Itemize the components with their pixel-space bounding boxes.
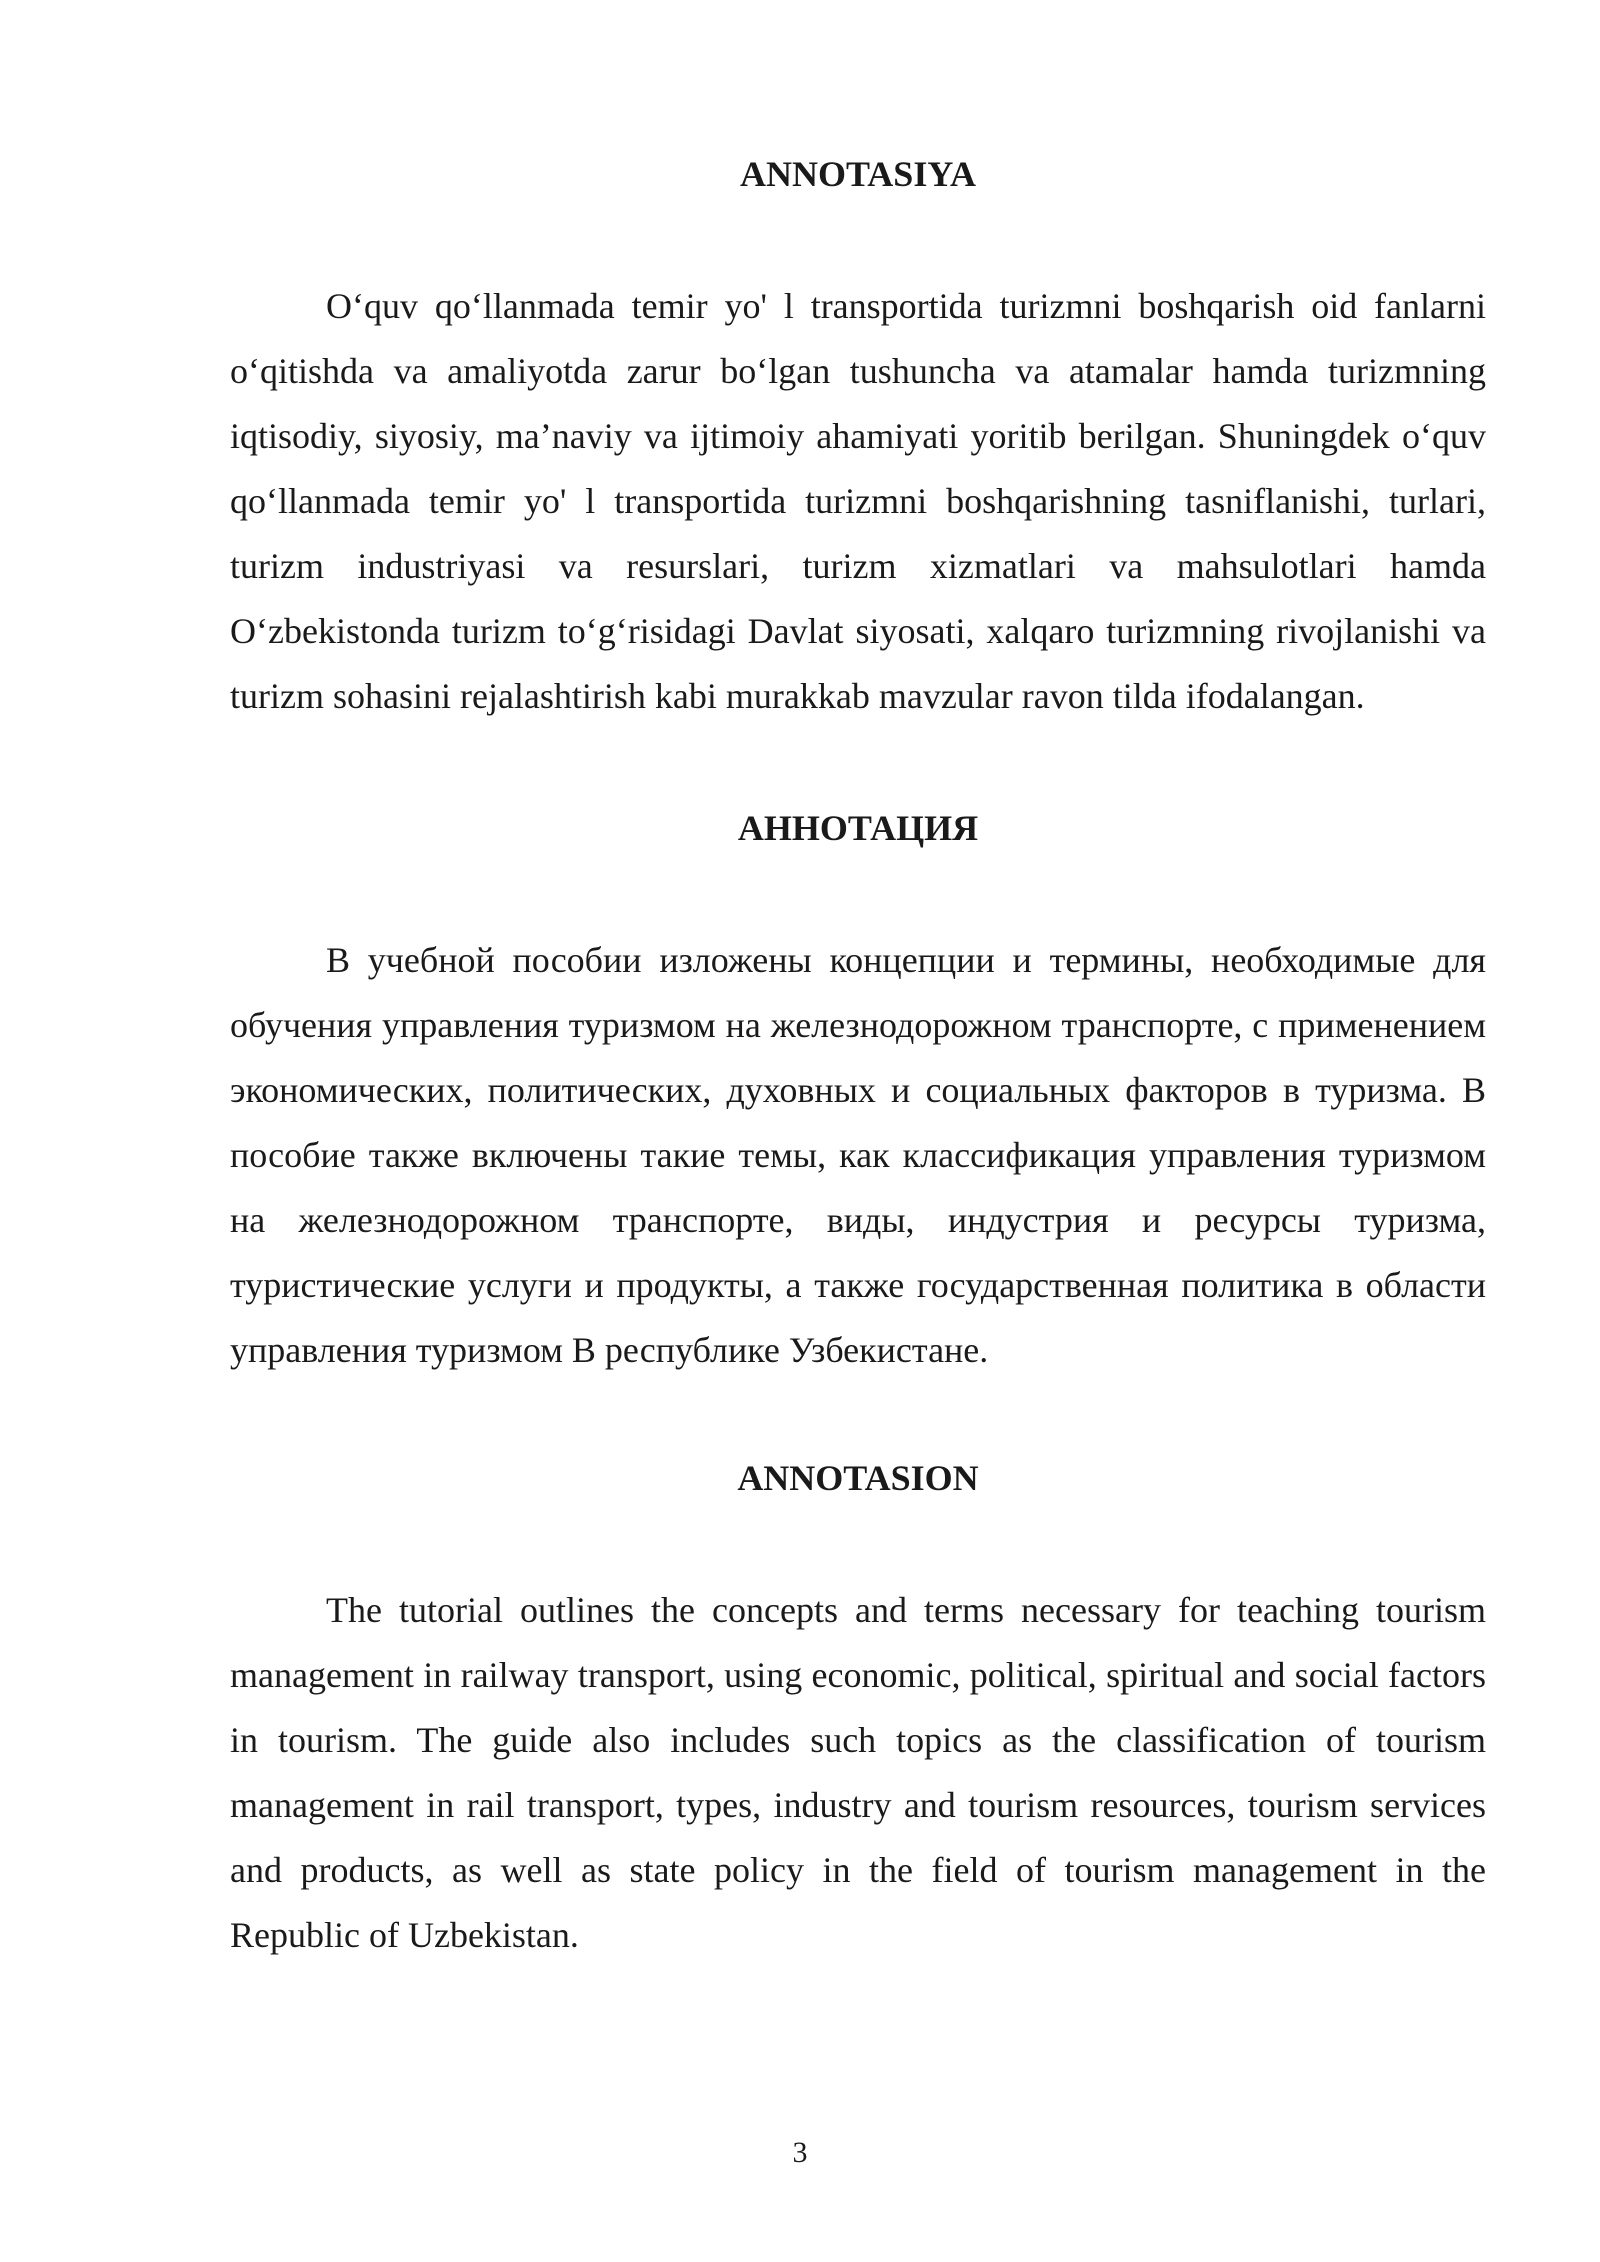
heading-english: ANNOTASION bbox=[737, 1458, 979, 1498]
page-number: 3 bbox=[792, 2136, 808, 2169]
paragraph-uzbek: O‘quv qo‘llanmada temir yo' l transportida turizmni boshqarish oid fanlarni o‘qitishda va amaliyotda zarur bo‘lgan tushuncha va atamalar hamda turizmning iqtisodiy, siyosiy, ma’naviy va ijtimoiy ahamiyati yoritib berilgan. Shuningdek o‘quv qo‘llanmada temir yo' l transportida turizmni boshqarishning tasniflanishi, turlari, turizm industriyasi va resurslari, turizm xizmatlari va mahsulotlari hamda O‘zbekistonda turizm to‘g‘risidagi Davlat siyosati, xalqaro turizmning rivojlanishi va turizm sohasini rejalashtirish kabi murakkab mavzular ravon tilda ifodalangan. bbox=[230, 286, 1486, 716]
paragraph-english: The tutorial outlines the concepts and terms necessary for teaching tourism management in railway transport, using economic, political, spiritual and social factors in tourism. The guide also includes such topics as the classification of tourism management in rail transport, types, industry and tourism resources, tourism services and products, as well as state policy in the field of tourism management in the Republic of Uzbekistan. bbox=[230, 1590, 1486, 1955]
heading-uzbek: ANNOTASIYA bbox=[739, 154, 977, 194]
paragraph-russian: В учебной пособии изложены концепции и термины, необходимые для обучения управления туризмом на железнодорожном транспорте, с применением экономических, политических, духовных и социальных факторов в туризма. В пособие также включены такие темы, как классификация управления туризмом на железнодорожном транспорте, виды, индустрия и ресурсы туризма, туристические услуги и продукты, а также государственная политика в области управления туризмом В республике Узбекистане. bbox=[230, 940, 1486, 1370]
heading-russian: АННОТАЦИЯ bbox=[737, 808, 979, 848]
